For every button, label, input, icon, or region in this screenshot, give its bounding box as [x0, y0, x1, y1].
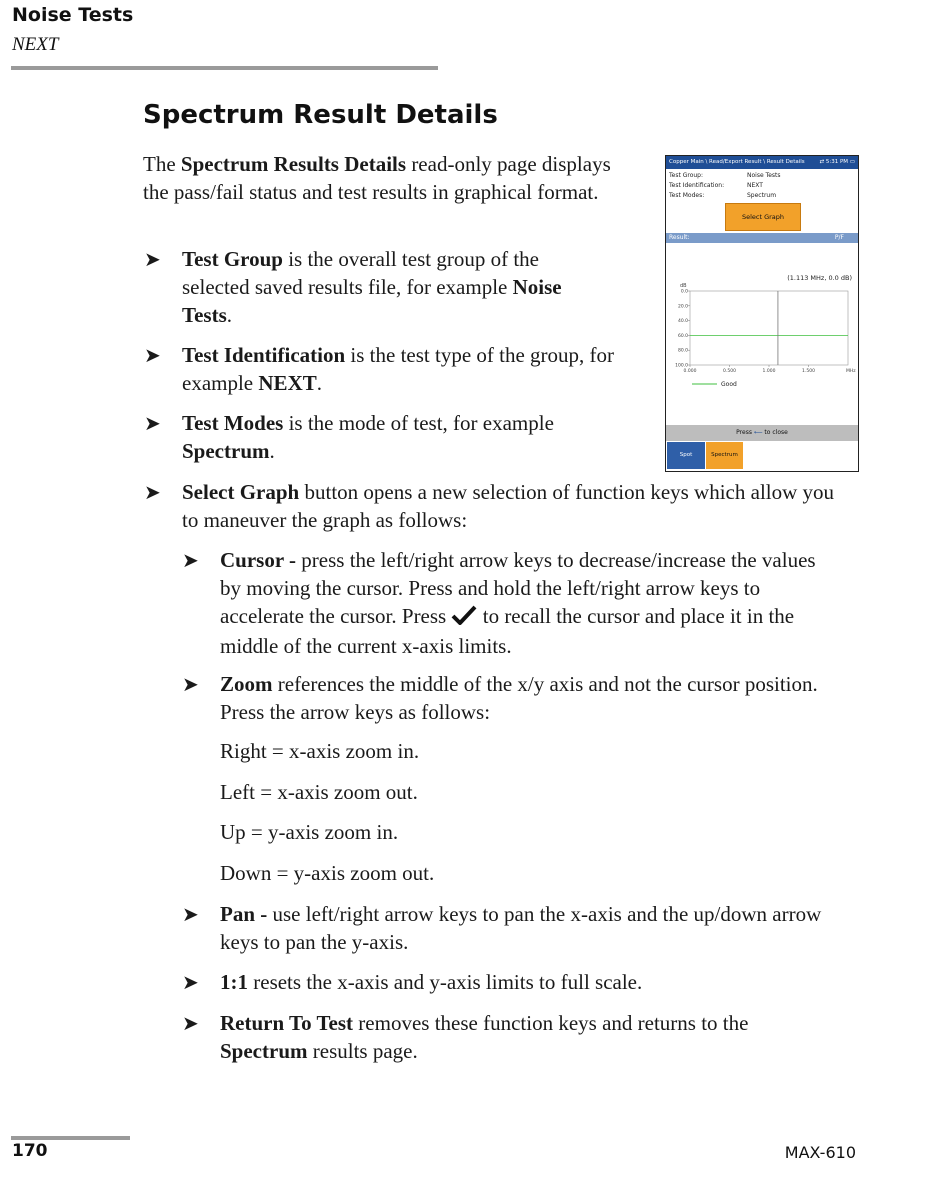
bullet-arrow-icon: ➤	[182, 672, 199, 696]
list-item-zoom: ➤ Zoom references the middle of the x/y axis and not the cursor position. Press the arrow keys as follows:	[182, 672, 818, 724]
tab-spot[interactable]: Spot	[667, 442, 705, 469]
bullet-arrow-icon: ➤	[182, 548, 199, 572]
tab-spectrum[interactable]: Spectrum	[706, 442, 743, 469]
intro-paragraph: The Spectrum Results Details read-only page displays the pass/fail status and test results in graphical format.	[143, 152, 611, 204]
footer-rule	[11, 1136, 130, 1140]
bullet-arrow-icon: ➤	[182, 970, 199, 994]
section-title: Spectrum Result Details	[143, 100, 498, 130]
header-rule	[11, 66, 438, 70]
list-item-test-modes: ➤ Test Modes is the mode of test, for example Spectrum.	[144, 411, 554, 463]
x-tick-label: 0.000	[683, 369, 697, 374]
list-item-return-to-test: ➤ Return To Test removes these function keys and returns to the Spectrum results page.	[182, 1011, 749, 1063]
list-item-test-identification: ➤ Test Identification is the test type of the group, for example NEXT.	[144, 343, 615, 395]
result-label: Result:	[669, 234, 690, 241]
plot-area	[690, 291, 848, 365]
spectrum-chart	[666, 156, 858, 471]
pf-label: P/F	[834, 234, 844, 241]
y-tick-label: 60.0	[677, 333, 688, 339]
bullet-arrow-icon: ➤	[144, 411, 161, 435]
x-tick-label: 1.000	[762, 369, 776, 374]
transfer-icon: ⇄	[819, 159, 825, 165]
bullet-arrow-icon: ➤	[144, 343, 161, 367]
info-row-test-modes: Test Modes: Spectrum	[669, 192, 777, 199]
list-item-select-graph: ➤ Select Graph button opens a new selection of function keys which allow you to maneuver the graph as follows:	[144, 480, 835, 532]
plot-frame	[690, 291, 848, 365]
list-item-pan: ➤ Pan - use left/right arrow keys to pan the x-axis and the up/down arrow keys to pan the y-axis.	[182, 902, 822, 954]
info-row-test-identification: Test Identification: NEXT	[669, 182, 763, 189]
list-item-test-group: ➤ Test Group is the overall test group of the selected saved results file, for example Noise Tests.	[144, 247, 562, 327]
zoom-left-line: Left = x-axis zoom out.	[220, 780, 418, 804]
battery-icon: ▭	[849, 159, 855, 165]
cursor-readout: (1.113 MHz, 0.0 dB)	[787, 274, 852, 282]
y-tick-label: 80.0	[677, 348, 688, 354]
zoom-up-line: Up = y-axis zoom in.	[220, 820, 399, 844]
y-tick-label: 100.0	[675, 363, 688, 369]
legend-label: Good	[721, 381, 737, 388]
x-tick-label: 0.500	[723, 369, 736, 374]
checkmark-icon	[451, 604, 477, 632]
breadcrumb: Copper Main \ Read/Export Result \ Result Details	[669, 159, 805, 165]
y-tick-label: 40.0	[677, 319, 688, 325]
bullet-arrow-icon: ➤	[144, 480, 161, 504]
y-tick-label: 0.0	[680, 289, 688, 295]
press-to-close-bar: Press ⟵ to close	[666, 425, 858, 441]
y-axis-label: dB	[680, 283, 687, 289]
chapter-title: Noise Tests	[12, 4, 134, 26]
bullet-arrow-icon: ➤	[182, 1011, 199, 1035]
list-item-one-to-one: ➤ 1:1 resets the x-axis and y-axis limits to full scale.	[182, 970, 643, 994]
status-clock: ⇄ 5:31 PM ▭	[819, 159, 855, 165]
back-arrow-icon: ⟵	[753, 429, 763, 436]
info-row-test-group: Test Group: Noise Tests	[669, 172, 781, 179]
chapter-subtitle: NEXT	[12, 34, 59, 55]
product-model: MAX-610	[784, 1143, 856, 1162]
x-axis-label: MHz	[846, 369, 856, 374]
bullet-arrow-icon: ➤	[144, 247, 161, 271]
zoom-right-line: Right = x-axis zoom in.	[220, 739, 420, 763]
page-number: 170	[12, 1141, 48, 1161]
zoom-down-line: Down = y-axis zoom out.	[220, 861, 435, 885]
y-tick-label: 20.0	[677, 304, 688, 310]
device-screenshot	[665, 155, 859, 472]
x-axis-ticks	[684, 365, 816, 374]
x-tick-label: 1.500	[802, 369, 815, 374]
bullet-arrow-icon: ➤	[182, 902, 199, 926]
select-graph-button[interactable]: Select Graph	[725, 203, 801, 231]
y-axis-ticks	[675, 289, 690, 369]
list-item-cursor: ➤ Cursor - press the left/right arrow keys to decrease/increase the values by moving the cursor. Press and hold the left/right arrow keys to accelerate the cursor. Press to recall the cursor and place it in the middle of the current x-axis limits.	[182, 548, 816, 658]
